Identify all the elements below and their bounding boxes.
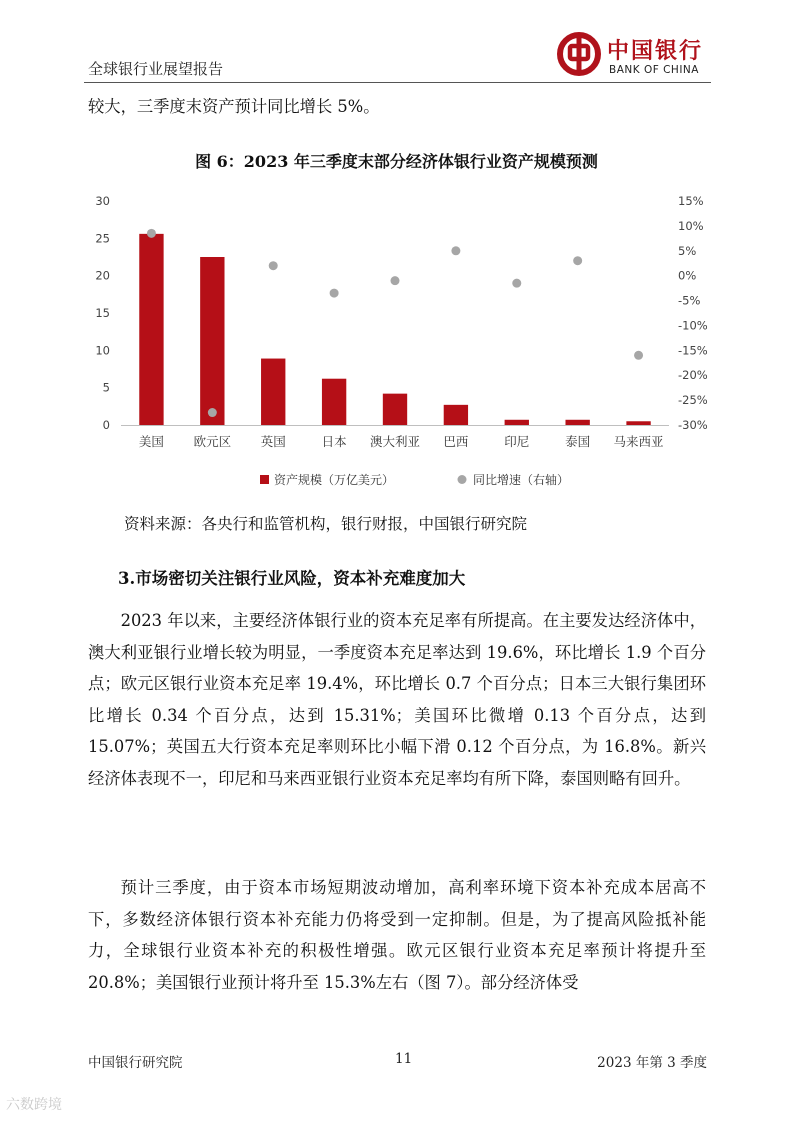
scatter-point [451, 246, 460, 255]
watermark-text: 六数跨境 [6, 1097, 62, 1113]
category-label: 印尼 [504, 434, 530, 449]
scatter-point [208, 408, 217, 417]
right-tick-label: 0% [678, 268, 697, 283]
bar [626, 421, 650, 425]
figure-title: 图 6：2023 年三季度末部分经济体银行业资产规模预测 [195, 152, 598, 171]
scatter-point [147, 229, 156, 238]
left-tick-label: 5 [102, 380, 110, 395]
right-tick-label: 10% [678, 218, 704, 233]
right-tick-label: -10% [678, 318, 708, 333]
report-title: 全球银行业展望报告 [88, 60, 224, 78]
bar [139, 234, 163, 425]
legend-dot-swatch [458, 475, 467, 484]
bank-of-china-logo [557, 32, 717, 80]
section-heading: 3.市场密切关注银行业风险，资本补充难度加大 [118, 569, 466, 588]
right-tick-label: 5% [678, 243, 697, 258]
figure-source: 资料来源：各央行和监管机构，银行财报，中国银行研究院 [124, 515, 528, 533]
bar [383, 394, 407, 425]
bar [565, 420, 589, 425]
right-tick-label: -5% [678, 293, 701, 308]
right-tick-label: -25% [678, 393, 708, 408]
header-divider [84, 82, 711, 83]
category-label: 日本 [321, 434, 347, 449]
category-label: 英国 [260, 434, 286, 449]
left-tick-label: 30 [95, 194, 110, 208]
intro-paragraph: 较大，三季度末资产预计同比增长 5%。 [88, 97, 380, 116]
legend-bar-swatch [260, 475, 269, 484]
category-label: 澳大利亚 [369, 434, 421, 449]
scatter-point [269, 261, 278, 270]
right-tick-label: -30% [678, 418, 708, 432]
bar [444, 405, 468, 425]
body-paragraph-2: 预计三季度，由于资本市场短期波动增加，高利率环境下资本补充成本居高不下，多数经济体银行资本补充能力仍将受到一定抑制。但是，为了提高风险抵补能力，全球银行业资本补充的积极性增强。欧元区银行业资本充足率预计将提升至 20.8%；美国银行业预计将升至 15.3%左右（图 7）。部分经济体受 [88, 878, 706, 992]
left-axis [95, 194, 669, 432]
scatter-point [512, 279, 521, 288]
scatter-point [391, 276, 400, 285]
category-label: 美国 [138, 434, 164, 449]
scatter-point [330, 289, 339, 298]
chart-legend [260, 472, 569, 487]
right-tick-label: -20% [678, 368, 708, 383]
scatter-point [573, 256, 582, 265]
bar [505, 420, 529, 425]
category-label: 巴西 [443, 434, 469, 449]
legend-bar-label: 资产规模（万亿美元） [274, 473, 395, 487]
left-tick-label: 25 [95, 231, 110, 246]
bar [200, 257, 224, 425]
bar [322, 379, 346, 425]
scatter-point [634, 351, 643, 360]
bank-of-china-emblem-icon [557, 32, 601, 76]
category-label: 马来西亚 [613, 434, 664, 449]
left-tick-label: 15 [95, 306, 110, 320]
legend-dot-label: 同比增速（右轴） [473, 473, 570, 487]
page-number: 11 [395, 1051, 413, 1067]
right-axis [678, 194, 708, 432]
logo-chinese-text: 中国银行 [607, 39, 704, 64]
left-tick-label: 10 [95, 343, 110, 358]
footer-period: 2023 年第 3 季度 [597, 1055, 707, 1071]
right-tick-label: -15% [678, 343, 708, 358]
right-tick-label: 15% [678, 194, 704, 208]
footer-publisher: 中国银行研究院 [88, 1055, 183, 1071]
category-label: 欧元区 [193, 434, 232, 449]
left-tick-label: 20 [95, 268, 110, 283]
bar [261, 359, 285, 425]
left-tick-label: 0 [102, 418, 110, 432]
logo-english-text: BANK OF CHINA [609, 64, 699, 76]
x-axis-labels [139, 434, 664, 449]
body-paragraph-1: 2023 年以来，主要经济体银行业的资本充足率有所提高。在主要发达经济体中，澳大利亚银行业增长较为明显，一季度资本充足率达到 19.6%，环比增长 1.9 个百分点；欧元区银行业资本充足率 19.4%，环比增长 0.7 个百分点；日本三大银行集团环比增长 0.34 个百分点，达到 15.31%；美国环比微增 0.13 个百分点，达到 15.07%；英国五大行资本充足率则环比小幅下滑 0.12 个百分点，为 16.8%。新兴经济体表现不一，印尼和马来西亚银行业资本充足率均有所下降，泰国则略有回升。 [88, 611, 706, 788]
asset-size-chart [95, 186, 708, 496]
category-label: 泰国 [565, 434, 591, 449]
